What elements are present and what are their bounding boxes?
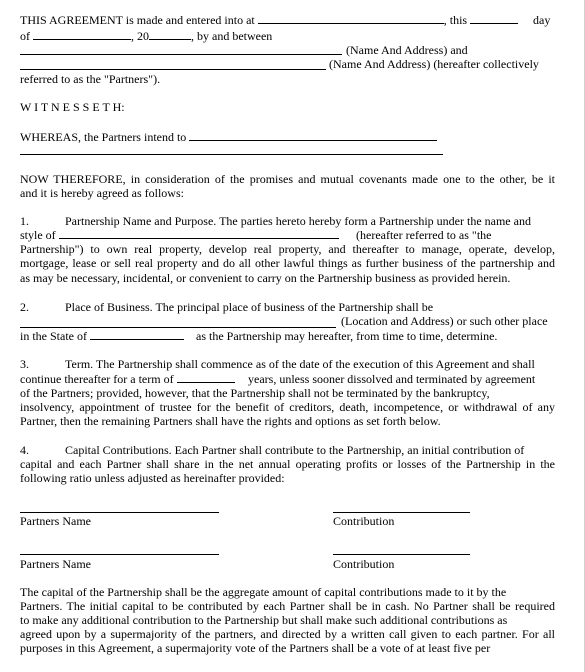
month-blank[interactable]	[33, 29, 131, 40]
text: Partners. The initial capital to be contributed by each Partner shall be in cash. No Partner shall be required	[20, 599, 555, 613]
partner-name-blank-1[interactable]	[20, 512, 219, 513]
location-label: (Location and Address) or such other place	[341, 314, 548, 328]
style-of-text: style of	[20, 228, 56, 242]
text: NOW THEREFORE, in consideration of the promises and mutual covenants made one to the other, be it	[20, 172, 555, 186]
partners-name-label-1: Partners Name	[20, 514, 91, 528]
section-4-number: 4.	[20, 443, 29, 457]
intro-text: THIS AGREEMENT is made and entered into at	[20, 13, 255, 27]
location-blank[interactable]	[20, 327, 336, 328]
year-blank[interactable]	[149, 29, 191, 40]
whereas-text: WHEREAS, the Partners intend to	[20, 130, 187, 144]
hereafter-text: (hereafter referred to as "the	[356, 228, 492, 242]
contribution-label-2: Contribution	[333, 557, 395, 571]
text: capital and each Partner shall share in the net annual operating profits or losses of the Partnership in the	[20, 457, 555, 471]
term-tail-text: years, unless sooner dissolved and terminated by agreement	[248, 372, 536, 386]
witnesseth-heading: W I T N E S S E T H:	[20, 100, 125, 114]
capital-line-3: to make any additional contribution to the Partnership but shall make such additional contributions as	[20, 613, 508, 627]
text: mortgage, lease or sell real property and do all other lawful things as further business of the partnership and	[20, 256, 555, 270]
whereas-line	[20, 130, 437, 144]
intro-line-5: referred to as the "Partners").	[20, 72, 161, 86]
partner1-blank[interactable]	[20, 54, 342, 55]
section-4-line-2	[20, 457, 555, 471]
section-1-line-4	[20, 256, 555, 270]
state-blank[interactable]	[90, 329, 184, 340]
section-2-number: 2.	[20, 300, 29, 314]
intro-line-2	[20, 29, 272, 43]
intro-line-1	[20, 13, 518, 27]
text: Partnership") to own real property, develop real property, and thereafter to manage, operate, develop,	[20, 242, 555, 256]
contribution-label-1: Contribution	[333, 514, 395, 528]
text: agreed upon by a supermajority of the partners, and directed by a written call given to each partner. For all	[20, 627, 555, 641]
section-1-number: 1.	[20, 214, 29, 228]
section-3-line-2	[20, 372, 235, 386]
section-4-text: Capital Contributions. Each Partner shall contribute to the Partnership, an initial contribution of	[65, 443, 525, 457]
term-blank[interactable]	[177, 372, 235, 383]
contribution-blank-1[interactable]	[333, 512, 470, 513]
of-text: of	[20, 29, 30, 43]
section-2-line-1	[20, 300, 433, 314]
section-4-line-3: following ratio unless adjusted as hereinafter provided:	[20, 471, 285, 485]
section-2-text: Place of Business. The principal place of business of the Partnership shall be	[65, 300, 434, 314]
section-3-line-5: Partner, then the remaining Partners shall have the rights and options as set forth below.	[20, 414, 441, 428]
intent-blank-2[interactable]	[20, 154, 443, 155]
state-text: in the State of	[20, 329, 87, 343]
capital-line-5: purposes in this Agreement, a supermajority vote of the Partners shall be a vote of at least five per	[20, 641, 491, 655]
day-blank[interactable]	[470, 13, 518, 24]
text: insolvency, appointment of trustee for the benefit of creditors, death, incompetence, or withdrawal of any	[20, 400, 555, 414]
section-1-text: Partnership Name and Purpose. The parties hereto hereby form a Partnership under the name and	[65, 214, 531, 228]
state-tail-text: as the Partnership may hereafter, from time to time, determine.	[196, 329, 498, 343]
section-3-line-4	[20, 400, 555, 414]
now-therefore-line-1	[20, 172, 555, 186]
partner2-label: (Name And Address) (hereafter collectively	[329, 57, 539, 71]
partnership-name-blank[interactable]	[59, 228, 339, 239]
section-1-line-1	[20, 214, 531, 228]
capital-line-1: The capital of the Partnership shall be the aggregate amount of capital contributions made to it by the	[20, 585, 507, 599]
section-4-line-1	[20, 443, 524, 457]
by-and-between-text: , by and between	[191, 29, 273, 43]
place-blank[interactable]	[258, 13, 444, 24]
partner-name-blank-2[interactable]	[20, 554, 219, 555]
section-1-line-2	[20, 228, 339, 242]
capital-line-2	[20, 599, 555, 613]
section-1-line-5: as may be necessary, incidental, or convenient to carry on the Partnership business as provided herein.	[20, 271, 511, 285]
section-2-line-3	[20, 329, 184, 343]
section-3-line-3: of the Partners; provided, however, that the Partnership shall not be terminated by the bankruptcy,	[20, 386, 490, 400]
term-text: continue thereafter for a term of	[20, 372, 174, 386]
partner2-blank[interactable]	[20, 69, 326, 70]
contribution-blank-2[interactable]	[333, 554, 470, 555]
this-text: , this	[443, 13, 468, 27]
partner1-label: (Name And Address) and	[346, 43, 468, 57]
partners-name-label-2: Partners Name	[20, 557, 91, 571]
year-prefix: , 20	[131, 29, 149, 43]
section-3-text: Term. The Partnership shall commence as of the date of the execution of this Agreement and shall	[65, 357, 535, 371]
section-3-number: 3.	[20, 357, 29, 371]
capital-line-4	[20, 627, 555, 641]
now-therefore-line-2: and it is hereby agreed as follows:	[20, 186, 184, 200]
day-label: day	[533, 13, 551, 27]
section-1-line-3	[20, 242, 555, 256]
intent-blank[interactable]	[189, 130, 437, 141]
section-3-line-1	[20, 357, 535, 371]
